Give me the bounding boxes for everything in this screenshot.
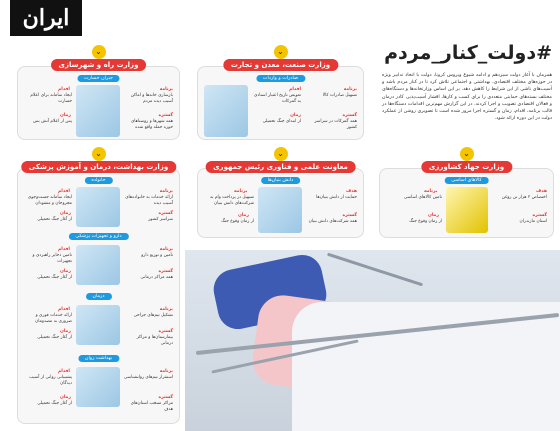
section-medicine: دارو و تجهیزات پزشکی xyxy=(68,233,128,240)
time-text: از آغاز جنگ تحمیلی xyxy=(37,217,72,222)
time-text: از آغاز جنگ تحمیلی xyxy=(37,275,72,280)
time-label: زمان xyxy=(60,113,71,118)
industry-ministry-card xyxy=(197,47,364,140)
chevron-down-icon: ⌄ xyxy=(92,45,106,59)
time-text: از ابتدای جنگ تحمیلی xyxy=(262,119,301,124)
action-text: پشتیبانی روانی از آسیب دیدگان xyxy=(29,375,72,386)
card-title: معاونت علمی و فناوری رئیس جمهوری xyxy=(205,161,356,173)
technology-image xyxy=(258,187,302,233)
section-treatment: درمان xyxy=(85,293,111,300)
time-text: از آغاز جنگ تحمیلی xyxy=(37,401,72,406)
scope-label: گستره xyxy=(158,395,173,400)
family-image xyxy=(76,187,120,227)
program-label: برنامه xyxy=(343,87,357,92)
medicine-image xyxy=(76,245,120,285)
section-mental-health: بهداشت روان xyxy=(78,355,119,362)
treatment-image xyxy=(76,305,120,345)
action-text: تعویض تاریخ اعتبار اسنادی به گمرکات xyxy=(253,93,301,104)
program-text: ارائه خدمات به خانواده‌های آسیب دیده xyxy=(125,195,173,206)
time-label: زمان xyxy=(428,213,439,218)
action-label: اقدام xyxy=(58,87,70,92)
scope-label: گستره xyxy=(158,211,173,216)
chevron-down-icon: ⌄ xyxy=(274,147,288,161)
program-label: برنامه xyxy=(424,189,438,194)
card-subtitle: صادرات و واردات xyxy=(256,75,305,82)
chevron-down-icon: ⌄ xyxy=(460,147,474,161)
program-label: برنامه xyxy=(234,189,248,194)
card-subtitle: دانش بنیان‌ها xyxy=(261,177,301,184)
time-label: زمان xyxy=(60,269,71,274)
action-label: اقدام xyxy=(58,369,70,374)
goal-label: هدف xyxy=(536,189,547,194)
goal-label: هدف xyxy=(346,189,357,194)
newspaper-logo: ایران xyxy=(10,0,82,36)
program-text: تأمین و توزیع دارو xyxy=(141,253,173,258)
scope-text: استان مازندران xyxy=(519,219,547,224)
time-label: زمان xyxy=(60,211,71,216)
time-label: زمان xyxy=(290,113,301,118)
time-text: از زمان وقوع جنگ xyxy=(409,219,442,224)
roads-ministry-card xyxy=(17,47,180,140)
scope-text: همه شرکت‌های دانش بنیان xyxy=(308,219,357,224)
chevron-down-icon: ⌄ xyxy=(274,45,288,59)
page-headline: #دولت_کنار_مردم xyxy=(384,42,552,64)
card-title: وزارت صنعت، معدن و تجارت xyxy=(223,59,338,71)
oil-bottles-image xyxy=(446,187,488,233)
card-subtitle: جبران خسارت xyxy=(77,75,120,82)
card-title: وزارت جهاد کشاورزی xyxy=(421,161,512,173)
program-label: برنامه xyxy=(159,189,173,194)
action-text: ارائه خدمات فوری و ضروری به مصدومان xyxy=(35,313,72,324)
time-text: پس از اعلام آتش بس xyxy=(33,119,72,124)
time-label: زمان xyxy=(238,213,249,218)
program-label: برنامه xyxy=(159,307,173,312)
building-image xyxy=(76,85,120,137)
program-text: تسهیل صادرات کالا xyxy=(322,93,357,98)
section-family: خانواده xyxy=(84,177,112,184)
program-label: برنامه xyxy=(159,369,173,374)
time-label: زمان xyxy=(60,395,71,400)
goal-text: اختصاص ۲ هزار تن روغن xyxy=(501,195,547,200)
bed-sheet-shape xyxy=(292,302,560,431)
program-text: بازسازی خانه‌ها و اماکن آسیب دیده مردم xyxy=(130,93,173,104)
scope-label: گستره xyxy=(342,113,357,118)
expo-image xyxy=(204,85,248,137)
card-subtitle: کالاهای اساسی xyxy=(444,177,489,184)
chevron-down-icon: ⌄ xyxy=(92,147,106,161)
program-text: تامین کالاهای اساسی xyxy=(403,195,442,200)
program-text: تسهیل در پرداخت وام به شرکت‌های دانش بنیان xyxy=(210,195,254,206)
scope-text: سراسر کشور xyxy=(148,217,173,222)
action-label: اقدام xyxy=(58,189,70,194)
scope-label: گستره xyxy=(532,213,547,218)
scope-text: بیمارستان‌ها و مراکز درمانی xyxy=(136,335,173,346)
program-text: تشکیل تیم‌های جراحی xyxy=(133,313,173,318)
action-text: تامین ذخایر راهبردی و تجهیزات xyxy=(32,253,72,264)
action-label: اقدام xyxy=(289,87,301,92)
scope-text: همه مراکز درمانی xyxy=(140,275,173,280)
card-title: وزارت راه و شهرسازی xyxy=(51,59,147,71)
goal-text: حمایت از دانش بنیان‌ها xyxy=(316,195,357,200)
time-text: از آغاز جنگ تحمیلی xyxy=(37,335,72,340)
time-label: زمان xyxy=(60,329,71,334)
science-vp-card xyxy=(197,149,364,238)
scope-text: همه گمرکات در سراسر کشور xyxy=(314,119,357,130)
program-text: استقرار تیم‌های روانشناسی xyxy=(123,375,173,380)
scope-label: گستره xyxy=(158,269,173,274)
intro-paragraph: همزمان با آغاز دولت سیزدهم و ادامه شیوع ویروس کرونا، دولت با اتخاذ تدابیر ویژه در حوزه‌های مختلف اقتصادی، بهداشتی و اجتماعی تلاش کرد تا در کنار مردم باشد و آسیب‌های ناشی از این شرایط را کاهش دهد. بر این اساس وزارتخانه‌ها و دستگاه‌های مختلف بسته‌های حمایتی متعددی را برای کسب و کارها، اقشار آسیب‌پذیر، کادر درمان و فعالان اقتصادی تصویب و اجرا کردند. در این گزارش مهم‌ترین اقدامات دستگاه‌ها در قالب برنامه، اقدام، زمان و گستره اجرا مرور شده است تا تصویری روشن از عملکرد دولت در این دوره ارائه شود. xyxy=(382,73,552,122)
scope-label: گستره xyxy=(342,213,357,218)
agriculture-ministry-card xyxy=(379,149,554,238)
action-label: اقدام xyxy=(58,307,70,312)
scope-text: همه شهرها و روستاهای حوزه حمله واقع شده xyxy=(130,119,173,130)
program-label: برنامه xyxy=(159,87,173,92)
mental-health-image xyxy=(76,367,120,407)
action-text: ایجاد سامانه جست‌وجوی مجروحان و مفقودان xyxy=(27,195,72,206)
scope-label: گستره xyxy=(158,113,173,118)
health-ministry-card xyxy=(17,149,180,424)
scope-label: گستره xyxy=(158,329,173,334)
time-text: از زمان وقوع جنگ xyxy=(221,219,254,224)
program-label: برنامه xyxy=(159,247,173,252)
scope-text: مراکز منتخب استان‌های هدف xyxy=(130,401,173,412)
card-title: وزارت بهداشت، درمان و آموزش پزشکی xyxy=(21,161,176,173)
action-label: اقدام xyxy=(58,247,70,252)
action-text: ایجاد سامانه برای اعلام خسارت xyxy=(30,93,72,104)
